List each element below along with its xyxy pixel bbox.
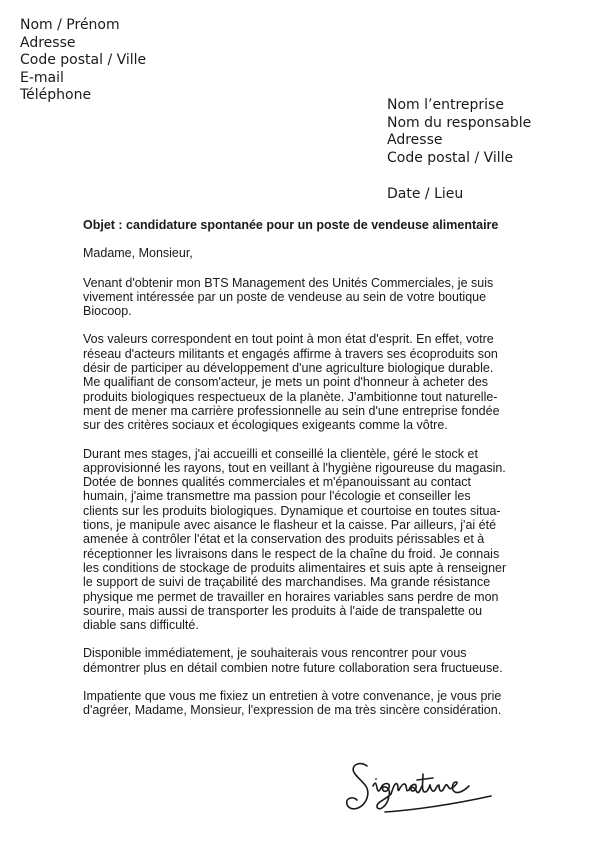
paragraph-line: vivement intéressée par un poste de vendeuse au sein de votre boutique (83, 289, 487, 304)
paragraph-line: sur des critères sociaux et écologiques exigeants comme la vôtre. (83, 418, 448, 433)
paragraph-line: amenée à contrôler l'état et la conservation des produits périssables et à (83, 532, 485, 547)
paragraph-line: d'agréer, Madame, Monsieur, l'expression de ma très sincère considération. (83, 703, 502, 718)
recipient-company: Nom l’entreprise (387, 97, 504, 113)
sender-email: E-mail (20, 69, 64, 86)
paragraph-line: Disponible immédiatement, je souhaiterais vous rencontrer pour vous (83, 646, 467, 661)
paragraph-values (83, 332, 513, 432)
letter-body (83, 218, 513, 732)
paragraph-line: Vos valeurs correspondent en tout point à mon état d'esprit. En effet, votre (83, 332, 494, 347)
paragraph-line: Venant d'obtenir mon BTS Management des Unités Commerciales, je suis (83, 275, 494, 290)
sender-postal-city: Code postal / Ville (20, 52, 147, 69)
paragraph-line: réceptionner les livraisons dans le respect de la chaîne du froid. Je connais (83, 546, 500, 561)
paragraph-line: réseau d'acteurs militants et engagés affirme à travers ses écoproduits son (83, 346, 498, 361)
paragraph-line: approvisionné les rayons, tout en veillant à l'hygiène rigoureuse du magasin. (83, 460, 506, 475)
paragraph-line: Me qualifiant de consom'acteur, je mets un point d'honneur à acheter des (83, 375, 489, 390)
paragraph-line: diable sans difficulté. (83, 618, 199, 633)
paragraph-line: démontrer plus en détail combien notre future collaboration sera fructueuse. (83, 660, 503, 675)
paragraph-line: Impatiente que vous me fixiez un entretien à votre convenance, je vous prie (83, 689, 502, 704)
paragraph-line: produits biologiques respectueux de la planète. J'ambitionne tout naturelle- (83, 389, 498, 404)
paragraph-line: le support de suivi de traçabilité des marchandises. Ma grande résistance (83, 575, 491, 590)
paragraph-line: physique me permet de travailler en horaires variables sans perdre de mon (83, 589, 499, 604)
paragraph-line: tions, je manipule avec aisance le flasheur et la caisse. Par ailleurs, j'ai été (83, 518, 497, 533)
paragraph-line: ment de mener ma carrière professionnelle au sein d'une entreprise fondée (83, 403, 500, 418)
date-place: Date / Lieu (387, 186, 464, 202)
paragraph-line: Dotée de bonnes qualités commerciales et m'épanouissant au contact (83, 475, 472, 490)
letter-subject: Objet : candidature spontanée pour un poste de vendeuse alimentaire (83, 218, 499, 232)
paragraph-closing (83, 689, 513, 718)
handwritten-signature (345, 752, 495, 820)
recipient-address: Adresse (387, 132, 443, 149)
paragraph-availability (83, 646, 513, 675)
paragraph-line: clients sur les produits biologiques. Dynamique et courtoise en toutes situa- (83, 503, 501, 518)
sender-block (20, 17, 146, 105)
sender-address: Adresse (20, 34, 76, 51)
paragraph-line: Biocoop. (83, 304, 132, 319)
paragraph-line: sourire, mais aussi de transporter les produits à l'aide de transpalette ou (83, 603, 483, 618)
paragraph-line: désir de participer au développement d'une agriculture biologique durable. (83, 361, 494, 376)
recipient-manager: Nom du responsable (387, 114, 532, 131)
paragraph-experience (83, 447, 513, 633)
letter-greeting: Madame, Monsieur, (83, 246, 193, 261)
paragraph-intro (83, 276, 513, 319)
sender-name: Nom / Prénom (20, 17, 120, 33)
recipient-block (387, 97, 531, 167)
paragraph-line: les conditions de stockage de produits alimentaires et suis apte à renseigner (83, 560, 507, 575)
paragraph-line: Durant mes stages, j'ai accueilli et conseillé la clientèle, géré le stock et (83, 446, 478, 461)
paragraph-line: humain, j'aime transmettre ma passion pour l'écologie et conseiller les (83, 489, 471, 504)
recipient-postal-city: Code postal / Ville (387, 149, 514, 166)
sender-phone: Téléphone (20, 87, 92, 104)
